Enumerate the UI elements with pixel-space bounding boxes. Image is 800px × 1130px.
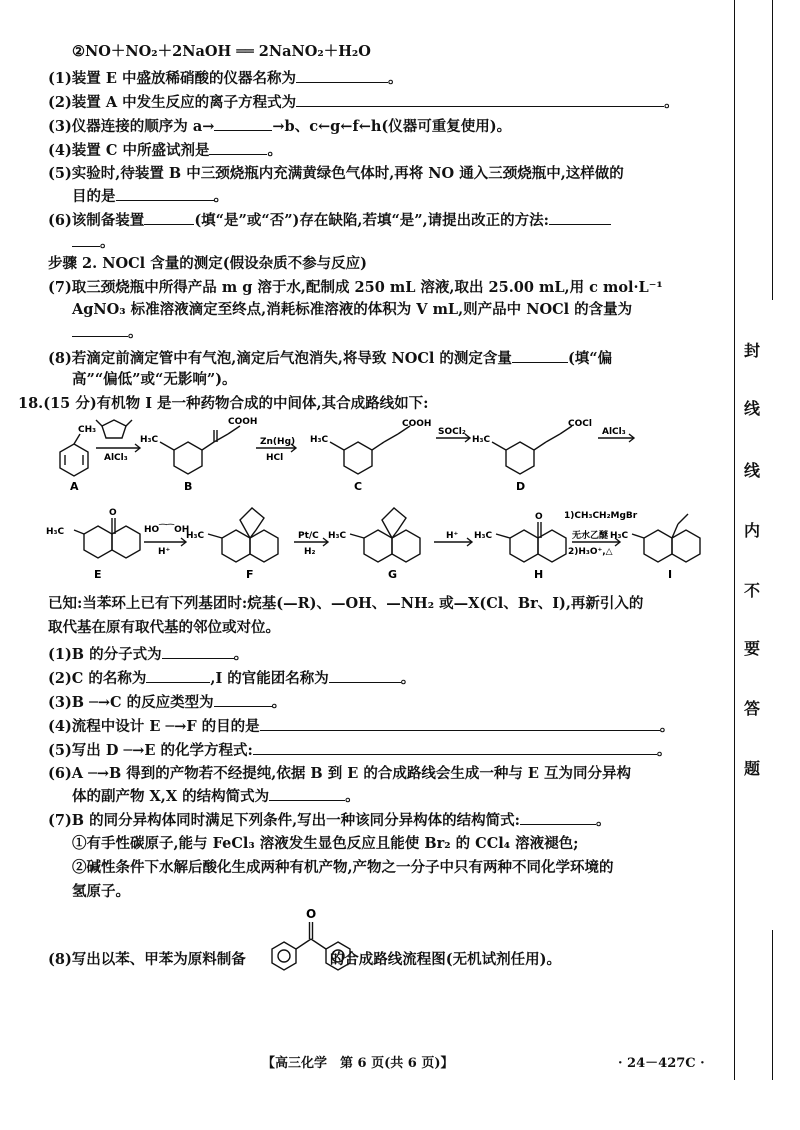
succinic-anhydride-structure xyxy=(96,420,132,438)
q18-7-text: (7)B 的同分异构体同时满足下列条件,写出一种该同分异构体的结构简式: xyxy=(48,812,521,829)
seal-line-right-top xyxy=(772,0,773,300)
seal-char: 线 xyxy=(743,399,760,418)
equation-text: ②NO＋NO₂＋2NaOH ══ 2NaNO₂＋H₂O xyxy=(72,43,371,60)
answer-blank[interactable] xyxy=(162,644,234,659)
reagent-f-g-top: Pt/C xyxy=(298,531,319,541)
group-o-h: O xyxy=(535,512,543,522)
question-8 xyxy=(48,348,612,369)
q18-4: (4)流程中设计 E ─→F 的目的是 。 xyxy=(48,718,675,735)
group-h3c-d: H₃C xyxy=(472,435,491,445)
step-2-heading xyxy=(48,254,367,274)
group-h3c-f: H₃C xyxy=(186,531,205,541)
q6-text-b: (填“是”或“否”)存在缺陷,若填“是”,请提出改正的方法: xyxy=(194,212,550,229)
q18-2-text-b: ,I 的官能团名称为 xyxy=(210,670,329,687)
group-cooh-b: COOH xyxy=(228,417,258,427)
q18-6-text: (6)A ─→B 得到的产物若不经提纯,依据 B 到 E 的合成路线会生成一种与 E 互为同分异构 xyxy=(48,765,631,782)
seal-line-left xyxy=(734,0,735,1080)
answer-blank[interactable] xyxy=(549,210,611,225)
question-5 xyxy=(48,164,624,184)
group-cocl-d: COCl xyxy=(568,419,592,429)
q7-text-cont: AgNO₃ 标准溶液滴定至终点,消耗标准溶液的体积为 V mL,则产品中 NOCl 的含量为 xyxy=(72,301,633,318)
compound-a-structure xyxy=(60,434,88,476)
label-i: I xyxy=(668,568,673,581)
answer-blank[interactable] xyxy=(209,140,267,155)
answer-blank[interactable] xyxy=(214,692,272,707)
seal-char: 题 xyxy=(743,759,760,778)
group-h3c-h: H₃C xyxy=(474,531,493,541)
answer-blank[interactable] xyxy=(144,210,194,225)
q8-text-cont: 高”“偏低”或“无影响”)。 xyxy=(72,371,237,388)
compound-e-structure xyxy=(74,518,140,558)
answer-blank[interactable] xyxy=(512,348,568,363)
q8-text-a: (8)若滴定前滴定管中有气泡,滴定后气泡消失,将导致 NOCl 的测定含量 xyxy=(48,350,512,367)
group-o-e: O xyxy=(109,508,117,518)
q8-text-b: (填“偏 xyxy=(567,350,613,367)
group-h3c-c: H₃C xyxy=(310,435,329,445)
q18-7-cond-1-text: ①有手性碳原子,能与 FeCl₃ 溶液发生显色反应且能使 Br₂ 的 CCl₄ 溶液褪色; xyxy=(72,835,579,852)
answer-blank[interactable] xyxy=(253,740,657,755)
q18-7-cond-2-text: ②碱性条件下水解后酸化生成两种有机产物,产物之一分子中只有两种不同化学环境的 xyxy=(72,859,614,876)
q18-3: (3)B ─→C 的反应类型为 。 xyxy=(48,694,287,711)
q7-text: (7)取三颈烧瓶中所得产品 m g 溶于水,配制成 250 mL 溶液,取出 25.00 mL,用 c mol·L⁻¹ xyxy=(48,279,663,296)
q18-8-text-a: (8)写出以苯、甲苯为原料制备 xyxy=(48,951,246,968)
q1-text: (1)装置 E 中盛放稀硝酸的仪器名称为 xyxy=(48,70,296,87)
label-a: A xyxy=(70,480,79,493)
seal-line-right-bottom xyxy=(772,930,773,1080)
question-3 xyxy=(48,116,511,137)
reagent-b-c-bot: HCl xyxy=(266,453,284,463)
equation-line xyxy=(72,42,371,62)
step-2-text: 步骤 2. NOCl 含量的测定(假设杂质不参与反应) xyxy=(48,255,367,272)
group-h3c-e: H₃C xyxy=(46,527,65,537)
reagent-h-i-3: 2)H₃O⁺,△ xyxy=(568,547,613,557)
reagent-c-d: SOCl₂ xyxy=(438,427,466,437)
label-g: G xyxy=(388,568,398,581)
q6-text-a: (6)该制备装置 xyxy=(48,212,145,229)
group-h3c-i: H₃C xyxy=(610,531,629,541)
label-e: E xyxy=(94,568,102,581)
q18-1-text: (1)B 的分子式为 xyxy=(48,646,162,663)
answer-blank[interactable] xyxy=(260,716,660,731)
q18-7-cond-1 xyxy=(72,834,579,854)
known-info-text: 已知:当苯环上已有下列基团时:烷基(—R)、—OH、—NH₂ 或—X(Cl、Br、I),再新引入的 xyxy=(48,595,644,612)
compound-h-structure xyxy=(496,522,566,562)
q18-6-cont: 体的副产物 X,X 的结构简式为 。 xyxy=(72,788,360,805)
compound-c-structure xyxy=(330,426,410,474)
group-h3c-g: H₃C xyxy=(328,531,347,541)
question-7 xyxy=(48,278,663,298)
answer-blank[interactable] xyxy=(520,810,596,825)
q18-7-cond-2 xyxy=(72,858,614,878)
label-c: C xyxy=(354,480,363,493)
known-info-text-cont: 取代基在原有取代基的邻位或对位。 xyxy=(48,619,280,636)
footer-code: · 24－427C · xyxy=(618,1056,705,1071)
known-info-cont xyxy=(48,618,280,638)
q18-6-text-cont: 体的副产物 X,X 的结构简式为 xyxy=(72,788,270,805)
label-h: H xyxy=(534,568,544,581)
reagent-e-f-top: HO⁀⁀OH xyxy=(144,525,190,535)
q2-text: (2)装置 A 中发生反应的离子方程式为 xyxy=(48,94,297,111)
answer-blank[interactable] xyxy=(72,322,128,337)
reagent-b-c-top: Zn(Hg) xyxy=(260,437,296,447)
q18-5-text: (5)写出 D ─→E 的化学方程式: xyxy=(48,742,253,759)
question-5-cont: 目的是 。 xyxy=(72,188,228,205)
seal-char: 要 xyxy=(743,639,760,658)
answer-blank[interactable] xyxy=(296,68,388,83)
answer-blank[interactable] xyxy=(72,232,100,247)
q5-text: (5)实验时,待装置 B 中三颈烧瓶内充满黄绿色气体时,再将 NO 通入三颈烧瓶中,这样做的 xyxy=(48,165,624,182)
answer-blank[interactable] xyxy=(329,668,401,683)
question-7-blank: 。 xyxy=(72,322,143,343)
q18-2: (2)C 的名称为 ,I 的官能团名称为 。 xyxy=(48,670,416,687)
q18-7-cond-2-cont xyxy=(72,882,130,902)
answer-blank[interactable] xyxy=(214,116,272,131)
problem-18-text: 18.(15 分)有机物 I 是一种药物合成的中间体,其合成路线如下: xyxy=(18,395,429,412)
q18-7-cond-2-text-cont: 氢原子。 xyxy=(72,883,130,900)
reagent-f-g-bot: H₂ xyxy=(304,547,316,557)
answer-blank[interactable] xyxy=(116,186,214,201)
compound-d-structure xyxy=(492,426,572,474)
problem-18-heading xyxy=(18,394,428,414)
question-4: (4)装置 C 中所盛试剂是 。 xyxy=(48,142,282,159)
reagent-h-i-2: 无水乙醚 xyxy=(572,531,609,541)
q3-text-b: →b、c←g←f←h(仪器可重复使用)。 xyxy=(272,118,512,135)
benzophenone-structure xyxy=(266,904,356,978)
seal-char: 内 xyxy=(743,521,760,540)
q4-text: (4)装置 C 中所盛试剂是 xyxy=(48,142,210,159)
reagent-h-i-1: 1)CH₃CH₂MgBr xyxy=(564,511,638,521)
question-7-cont xyxy=(72,300,632,320)
q18-3-text: (3)B ─→C 的反应类型为 xyxy=(48,694,214,711)
label-b: B xyxy=(184,480,193,493)
question-2: (2)装置 A 中发生反应的离子方程式为 。 xyxy=(48,94,679,111)
compound-g-structure xyxy=(350,508,420,562)
seal-char: 不 xyxy=(743,581,760,600)
answer-blank[interactable] xyxy=(269,786,345,801)
label-d: D xyxy=(516,480,526,493)
carbonyl-o: O xyxy=(306,907,317,921)
compound-i-structure xyxy=(632,514,700,562)
group-h3c-b: H₃C xyxy=(140,435,159,445)
question-8-cont xyxy=(72,370,237,390)
q18-4-text: (4)流程中设计 E ─→F 的目的是 xyxy=(48,718,260,735)
q3-text-a: (3)仪器连接的顺序为 a→ xyxy=(48,118,215,135)
seal-char: 封 xyxy=(743,341,760,360)
question-6 xyxy=(48,210,611,231)
question-1: (1)装置 E 中盛放稀硝酸的仪器名称为 。 xyxy=(48,70,403,87)
reagent-e-f-bot: H⁺ xyxy=(158,547,171,557)
compound-b-structure xyxy=(160,426,240,474)
seal-char: 线 xyxy=(743,461,760,480)
reagent-g-h: H⁺ xyxy=(446,531,459,541)
q18-7: (7)B 的同分异构体同时满足下列条件,写出一种该同分异构体的结构简式: 。 xyxy=(48,812,611,829)
reagent-a-b: AlCl₃ xyxy=(104,453,128,463)
question-6-cont: 。 xyxy=(72,232,115,253)
q18-8-text-b: 的合成路线流程图(无机试剂任用)。 xyxy=(329,951,562,968)
reagent-d-e: AlCl₃ xyxy=(602,427,626,437)
q5-text-cont: 目的是 xyxy=(72,188,116,205)
group-cooh-c: COOH xyxy=(402,419,432,429)
q18-2-text-a: (2)C 的名称为 xyxy=(48,670,147,687)
q18-6 xyxy=(48,764,631,784)
q18-1: (1)B 的分子式为 。 xyxy=(48,646,249,663)
answer-blank[interactable] xyxy=(296,92,664,107)
known-info xyxy=(48,594,643,614)
seal-char: 答 xyxy=(743,699,760,718)
group-ch3: CH₃ xyxy=(78,425,97,435)
compound-f-structure xyxy=(208,508,278,562)
footer-page-info: 【高三化学 第 6 页(共 6 页)】 xyxy=(262,1056,454,1071)
label-f: F xyxy=(246,568,254,581)
answer-blank[interactable] xyxy=(146,668,210,683)
q18-5: (5)写出 D ─→E 的化学方程式: 。 xyxy=(48,742,672,759)
synthesis-scheme xyxy=(40,414,720,592)
